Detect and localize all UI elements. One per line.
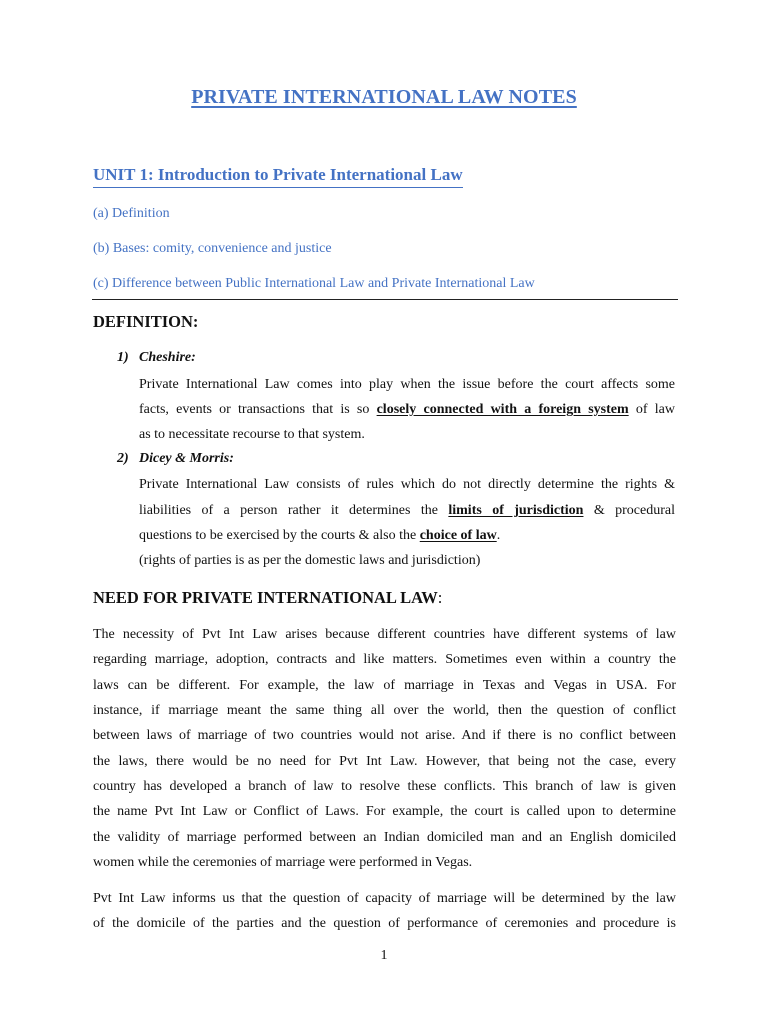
cheshire-line-1: Private International Law comes into play when the issue before the court affects some [139, 377, 675, 392]
cheshire-line-3: as to necessitate recourse to that system. [139, 427, 365, 442]
dicey-line-4: (rights of parties is as per the domestic laws and jurisdiction) [139, 553, 481, 568]
paragraph-line: The necessity of Pvt Int Law arises because different countries have different systems of law [93, 627, 676, 642]
dicey-emphasis-jurisdiction: limits of jurisdiction [448, 503, 584, 518]
definition-label-cheshire [117, 350, 196, 366]
paragraph-line: country has developed a branch of law to resolve these conflicts. This branch of law is given [93, 779, 676, 794]
paragraph-line: of the domicile of the parties and the question of performance of ceremonies and procedure is [93, 916, 676, 931]
need-heading [93, 588, 442, 608]
paragraph-line: laws can be different. For example, the law of marriage in Texas and Vegas in USA. For [93, 678, 676, 693]
dicey-line-2-after: & procedural [583, 503, 675, 518]
definition-heading: DEFINITION: [93, 312, 199, 331]
paragraph-line: between laws of marriage of two countries would not arise. And if there is no conflict between [93, 728, 676, 743]
toc-item-bases: (b) Bases: comity, convenience and justice [93, 241, 332, 256]
definition-number: 2) [117, 451, 129, 466]
dicey-line-3-before: questions to be exercised by the courts & also the [139, 528, 420, 543]
paragraph-line: regarding marriage, adoption, contracts and like matters. Sometimes even within a country the [93, 652, 676, 667]
paragraph-line: women while the ceremonies of marriage were performed in Vegas. [93, 855, 473, 870]
need-heading-colon: : [437, 588, 443, 607]
dicey-line-2 [139, 502, 675, 520]
toc-item-difference: (c) Difference between Public International Law and Private International Law [93, 276, 535, 291]
definition-label-text: Cheshire: [139, 350, 196, 365]
paragraph-line: Pvt Int Law informs us that the question of capacity of marriage will be determined by the law [93, 891, 676, 906]
cheshire-emphasis: closely connected with a foreign system [376, 402, 629, 417]
cheshire-line-2 [139, 401, 675, 419]
cheshire-line-2-before: facts, events or transactions that is so [139, 402, 377, 417]
unit-heading: UNIT 1: Introduction to Private International Law [93, 164, 463, 188]
dicey-emphasis-choice: choice of law [419, 528, 497, 543]
definition-label-dicey-morris [117, 451, 234, 467]
definition-label-text: Dicey & Morris: [139, 451, 234, 466]
cheshire-line-2-after: of law [628, 402, 675, 417]
paragraph-line: instance, if marriage meant the same thing all over the world, then the question of conflict [93, 703, 676, 718]
dicey-line-1: Private International Law consists of rules which do not directly determine the rights & [139, 477, 675, 492]
paragraph-line: the validity of marriage performed between an Indian domiciled man and an English domiciled [93, 830, 676, 845]
need-heading-text: NEED FOR PRIVATE INTERNATIONAL LAW [93, 588, 438, 607]
toc-item-definition: (a) Definition [93, 206, 170, 221]
dicey-line-2-before: liabilities of a person rather it determines the [139, 503, 449, 518]
dicey-line-3-after: . [496, 528, 501, 543]
document-title: PRIVATE INTERNATIONAL LAW NOTES [191, 86, 577, 108]
paragraph-line: the name Pvt Int Law or Conflict of Laws. For example, the court is called upon to determine [93, 804, 676, 819]
page-number: 1 [380, 948, 388, 963]
paragraph-line: the laws, there would be no need for Pvt Int Law. However, that being not the case, every [93, 754, 676, 769]
section-divider [92, 299, 678, 300]
dicey-line-3 [139, 527, 675, 545]
definition-number: 1) [117, 350, 129, 365]
